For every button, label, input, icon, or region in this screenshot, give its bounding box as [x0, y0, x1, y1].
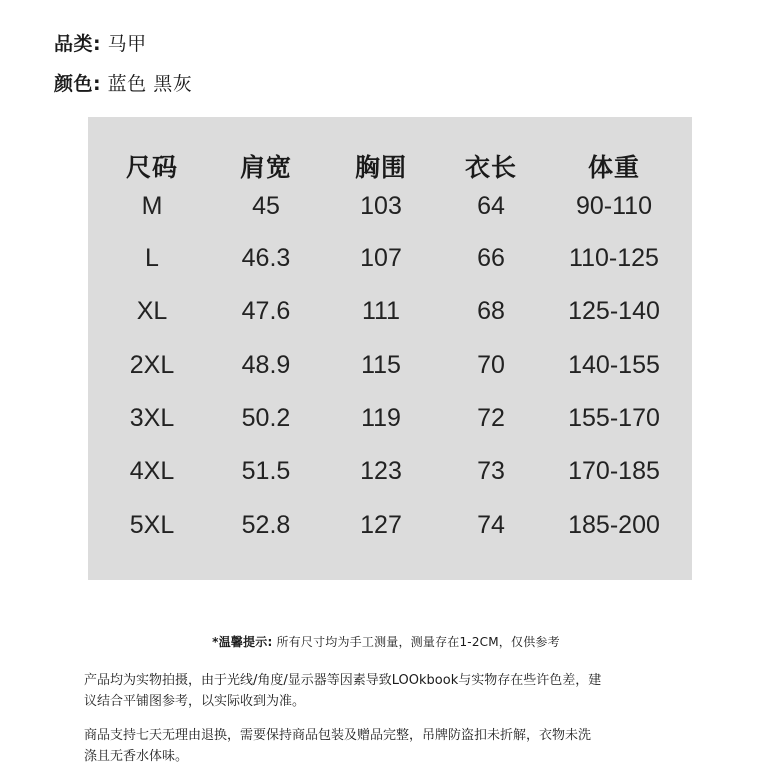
table-row [88, 498, 692, 551]
table-cell: 72 [477, 404, 505, 433]
return-policy-note [84, 725, 624, 767]
header-weight: 体重 [587, 152, 640, 182]
table-header-row [88, 117, 692, 192]
table-cell: 5XL [129, 510, 175, 539]
table-cell: 73 [477, 457, 505, 486]
table-cell: 90-110 [576, 192, 652, 220]
table-cell: 107 [360, 244, 402, 273]
table-cell: 68 [477, 297, 505, 326]
table-cell: 111 [361, 297, 400, 326]
table-cell: 115 [361, 350, 401, 379]
table-cell: 64 [477, 192, 505, 220]
note-line: 产品均为实物拍摄，由于光线/角度/显示器等因素导致LOOkbook与实物存在些许色差，建 [84, 673, 602, 688]
table-cell: 119 [361, 404, 401, 433]
table-row [88, 285, 692, 338]
table-cell: 51.5 [241, 457, 291, 486]
category-label: 品类: [54, 33, 102, 55]
tip-text: 所有尺寸均为手工测量，测量存在1-2CM，仅供参考 [276, 635, 560, 649]
table-cell: 46.3 [241, 244, 291, 273]
table-cell: 70 [477, 350, 505, 379]
color-value: 蓝色 黑灰 [107, 73, 193, 95]
table-cell: 45 [252, 192, 280, 220]
table-cell: 74 [477, 510, 505, 539]
table-cell: 185-200 [568, 510, 660, 539]
note-line: 涤且无香水体味。 [84, 749, 189, 764]
table-row [88, 192, 692, 232]
table-cell: 3XL [129, 404, 175, 433]
table-cell: 127 [360, 510, 402, 539]
header-size: 尺码 [125, 152, 178, 182]
tip-label: *温馨提示: [212, 635, 273, 649]
color-line [54, 69, 192, 96]
header-length: 衣长 [464, 152, 517, 182]
category-value: 马甲 [107, 33, 147, 55]
note-line: 议结合平铺图参考，以实际收到为准。 [84, 694, 306, 709]
measurement-tip [0, 633, 772, 650]
color-label: 颜色: [54, 73, 102, 95]
note-line: 商品支持七天无理由退换，需要保持商品包装及赠品完整，吊牌防盗扣未折解，衣物未洗 [84, 728, 592, 743]
table-cell: 103 [360, 192, 402, 220]
photo-note [84, 670, 624, 712]
table-cell: M [141, 192, 163, 220]
header-shoulder: 肩宽 [239, 152, 292, 182]
table-cell: 2XL [129, 350, 175, 379]
table-cell: XL [136, 297, 168, 326]
size-chart-panel [88, 117, 692, 580]
table-cell: 123 [360, 457, 402, 486]
table-row [88, 339, 692, 392]
table-row [88, 445, 692, 498]
table-cell: 170-185 [568, 457, 660, 486]
table-cell: 52.8 [241, 510, 291, 539]
category-line [54, 29, 147, 56]
table-cell: 66 [477, 244, 505, 273]
table-cell: L [145, 244, 159, 273]
table-cell: 125-140 [568, 297, 660, 326]
table-cell: 4XL [129, 457, 175, 486]
table-row [88, 392, 692, 445]
table-cell: 140-155 [568, 350, 660, 379]
table-cell: 110-125 [569, 244, 659, 273]
size-table [88, 117, 692, 552]
table-cell: 48.9 [241, 350, 291, 379]
table-cell: 50.2 [241, 404, 291, 433]
header-chest: 胸围 [354, 152, 407, 182]
table-row [88, 232, 692, 285]
table-cell: 155-170 [568, 404, 660, 433]
table-cell: 47.6 [241, 297, 291, 326]
